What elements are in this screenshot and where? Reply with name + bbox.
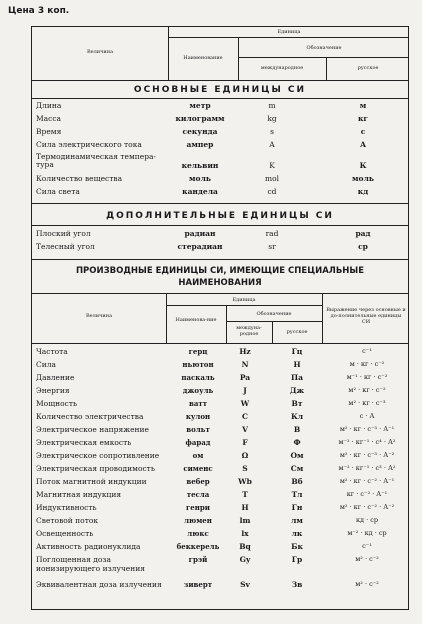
header-russian: русское [357, 65, 379, 71]
divider [238, 57, 408, 58]
table-row: Сила электрического тока ампер A А [36, 140, 367, 149]
table-row: Длина метр m м [36, 101, 367, 110]
table-row: Плоский угол радиан rad рад [36, 229, 371, 238]
header-designation: Обозначение [256, 311, 292, 317]
divider [32, 293, 408, 294]
table-row: Количество вещества моль mol моль [36, 174, 374, 183]
header-designation: Обозначение [306, 45, 342, 51]
table-row: Магнитная индукция тесла T Тл кг · с⁻² · А⁻¹ [36, 490, 388, 499]
table-row: Световой поток люмен lm лм кд · ср [36, 516, 379, 525]
table-row: Масса килограмм kg кг [36, 114, 368, 123]
section-derived-title-line2: НАИМЕНОВАНИЯ [178, 278, 262, 288]
header-russian: русское [286, 329, 308, 335]
table-row: Поглощенная доза ионизирующего излучения грэй Gy Гр м² · с⁻² [36, 555, 379, 573]
table-row: Поток магнитной индукции вебер Wb Вб м² · кг · с⁻² · А⁻¹ [36, 477, 395, 486]
table-row: Частота герц Hz Гц с⁻¹ [36, 347, 372, 356]
section-additional-title: ДОПОЛНИТЕЛЬНЫЕ ЕДИНИЦЫ СИ [106, 211, 334, 221]
header-quantity: Величина [86, 49, 114, 55]
table-row: Сила света кандела cd кд [36, 187, 369, 196]
header-name: Наименование [183, 55, 223, 61]
section-basic-title: ОСНОВНЫЕ ЕДИНИЦЫ СИ [133, 85, 307, 95]
table-row: Электрическое напряжение вольт V В м² · кг · с⁻³ · А⁻¹ [36, 425, 395, 434]
table-row: Давление паскаль Pa Па м⁻¹ · кг · с⁻² [36, 373, 388, 382]
si-units-table [31, 26, 409, 610]
table-row: Индуктивность генри H Гн м² · кг · с⁻² · А⁻² [36, 503, 395, 512]
table-row: Время секунда s с [36, 127, 366, 136]
table-row: Электрическая проводимость сименс S См м⁻² · кг⁻¹ · с³ · А² [36, 464, 396, 473]
table-row: Телесный угол стерадиан sr ср [36, 242, 368, 251]
table-row: Количество электричества кулон C Кл с · А [36, 412, 375, 421]
divider [32, 203, 408, 204]
table-row: Энергия джоуль J Дж м² · кг · с⁻² [36, 386, 386, 395]
divider [322, 293, 323, 343]
divider [238, 37, 239, 80]
divider [32, 259, 408, 260]
divider [32, 80, 408, 81]
divider [32, 343, 408, 344]
price-label: Цена 3 коп. [8, 6, 70, 16]
header-unit: Единица [232, 297, 256, 303]
header-name: Наименова-ние [175, 317, 217, 323]
header-international: междуна-родное [236, 325, 262, 337]
table-row: Сила ньютон N Н м · кг · с⁻² [36, 360, 385, 369]
header-quantity: Величина [85, 313, 113, 319]
section-derived-title-line1: ПРОИЗВОДНЫЕ ЕДИНИЦЫ СИ, ИМЕЮЩИЕ СПЕЦИАЛЬНЫЕ [75, 266, 365, 276]
divider [32, 98, 408, 99]
table-row: Электрическое сопротивление ом Ω Ом м² · кг · с⁻³ · А⁻² [36, 451, 395, 460]
divider [32, 225, 408, 226]
divider [168, 37, 408, 38]
table-row: Активность радионуклида беккерель Bq Бк с⁻¹ [36, 542, 372, 551]
divider [226, 321, 322, 322]
header-unit: Единица [277, 29, 301, 35]
table-row: Эквивалентная доза излучения зиверт Sv Зв м² · с⁻² [36, 580, 379, 589]
header-expression: Выражение через основные и до-полнительные единицы СИ [326, 307, 406, 325]
divider [166, 305, 322, 306]
header-international: международное [260, 65, 304, 71]
table-row: Термодинамическая темпера-тура кельвин K К [36, 152, 367, 170]
table-row: Электрическая емкость фарад F Ф м⁻² · кг⁻¹ · с⁴ · А² [36, 438, 396, 447]
table-row: Мощность ватт W Вт м² · кг · с⁻³ [36, 399, 386, 408]
table-row: Освещенность люкс lx лк м⁻² · кд · ср [36, 529, 387, 538]
